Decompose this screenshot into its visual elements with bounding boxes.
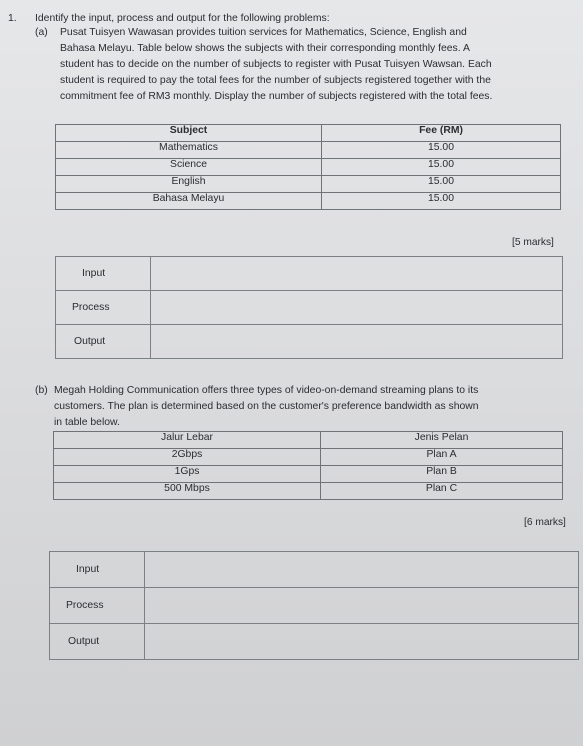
table-header-row bbox=[56, 125, 561, 142]
table-row bbox=[56, 142, 561, 159]
ipo-row-input bbox=[50, 552, 579, 588]
ipo-row-output bbox=[56, 325, 563, 359]
part-a-label: (a) bbox=[35, 27, 48, 38]
part-a-line-1: Pusat Tuisyen Wawasan provides tuition services for Mathematics, Science, English and bbox=[60, 27, 467, 38]
plan-cell: Plan C bbox=[321, 483, 563, 500]
subject-cell: Bahasa Melayu bbox=[56, 193, 322, 210]
ipo-row-output bbox=[50, 624, 579, 660]
ipo-label-output: Output bbox=[50, 624, 145, 660]
part-b-label: (b) bbox=[35, 385, 48, 396]
plan-cell: Plan B bbox=[321, 466, 563, 483]
part-a-line-5: commitment fee of RM3 monthly. Display the number of subjects registered with the total fees. bbox=[60, 91, 493, 102]
column-header-jenis-pelan: Jenis Pelan bbox=[321, 432, 563, 449]
ipo-label-process: Process bbox=[56, 291, 151, 325]
ipo-answer-process[interactable] bbox=[145, 588, 579, 624]
subject-cell: English bbox=[56, 176, 322, 193]
part-b-ipo-table bbox=[49, 551, 579, 660]
part-a-line-3: student has to decide on the number of subjects to register with Pusat Tuisyen Wawsan. Each bbox=[60, 59, 492, 70]
table-row bbox=[54, 466, 563, 483]
subject-cell: Mathematics bbox=[56, 142, 322, 159]
table-row bbox=[54, 449, 563, 466]
part-b-line-2: customers. The plan is determined based on the customer's preference bandwidth as shown bbox=[54, 401, 479, 412]
ipo-row-process bbox=[56, 291, 563, 325]
column-header-jalur-lebar: Jalur Lebar bbox=[54, 432, 321, 449]
ipo-label-process: Process bbox=[50, 588, 145, 624]
column-header-fee: Fee (RM) bbox=[322, 125, 561, 142]
part-a-ipo-table bbox=[55, 256, 563, 359]
fee-cell: 15.00 bbox=[322, 159, 561, 176]
ipo-label-input: Input bbox=[56, 257, 151, 291]
ipo-answer-output[interactable] bbox=[151, 325, 563, 359]
bandwidth-cell: 500 Mbps bbox=[54, 483, 321, 500]
fee-cell: 15.00 bbox=[322, 193, 561, 210]
part-a-line-2: Bahasa Melayu. Table below shows the subjects with their corresponding monthly fees. A bbox=[60, 43, 470, 54]
fee-cell: 15.00 bbox=[322, 142, 561, 159]
ipo-label-input: Input bbox=[50, 552, 145, 588]
part-b-marks: [6 marks] bbox=[524, 517, 566, 528]
subject-cell: Science bbox=[56, 159, 322, 176]
part-b-line-3: in table below. bbox=[54, 417, 120, 428]
table-header-row bbox=[54, 432, 563, 449]
subject-fee-table bbox=[55, 124, 561, 210]
ipo-label-output: Output bbox=[56, 325, 151, 359]
table-row bbox=[56, 159, 561, 176]
ipo-row-process bbox=[50, 588, 579, 624]
bandwidth-cell: 2Gbps bbox=[54, 449, 321, 466]
part-a-line-4: student is required to pay the total fees for the number of subjects registered together with the bbox=[60, 75, 491, 86]
ipo-answer-input[interactable] bbox=[145, 552, 579, 588]
fee-cell: 15.00 bbox=[322, 176, 561, 193]
part-a-marks: [5 marks] bbox=[512, 237, 554, 248]
bandwidth-cell: 1Gps bbox=[54, 466, 321, 483]
table-row bbox=[56, 193, 561, 210]
column-header-subject: Subject bbox=[56, 125, 322, 142]
ipo-answer-process[interactable] bbox=[151, 291, 563, 325]
table-row bbox=[56, 176, 561, 193]
ipo-answer-output[interactable] bbox=[145, 624, 579, 660]
plan-cell: Plan A bbox=[321, 449, 563, 466]
question-title: Identify the input, process and output for the following problems: bbox=[35, 13, 330, 24]
question-number: 1. bbox=[8, 13, 17, 24]
ipo-row-input bbox=[56, 257, 563, 291]
part-b-line-1: Megah Holding Communication offers three types of video-on-demand streaming plans to its bbox=[54, 385, 479, 396]
bandwidth-plan-table bbox=[53, 431, 563, 500]
ipo-answer-input[interactable] bbox=[151, 257, 563, 291]
table-row bbox=[54, 483, 563, 500]
